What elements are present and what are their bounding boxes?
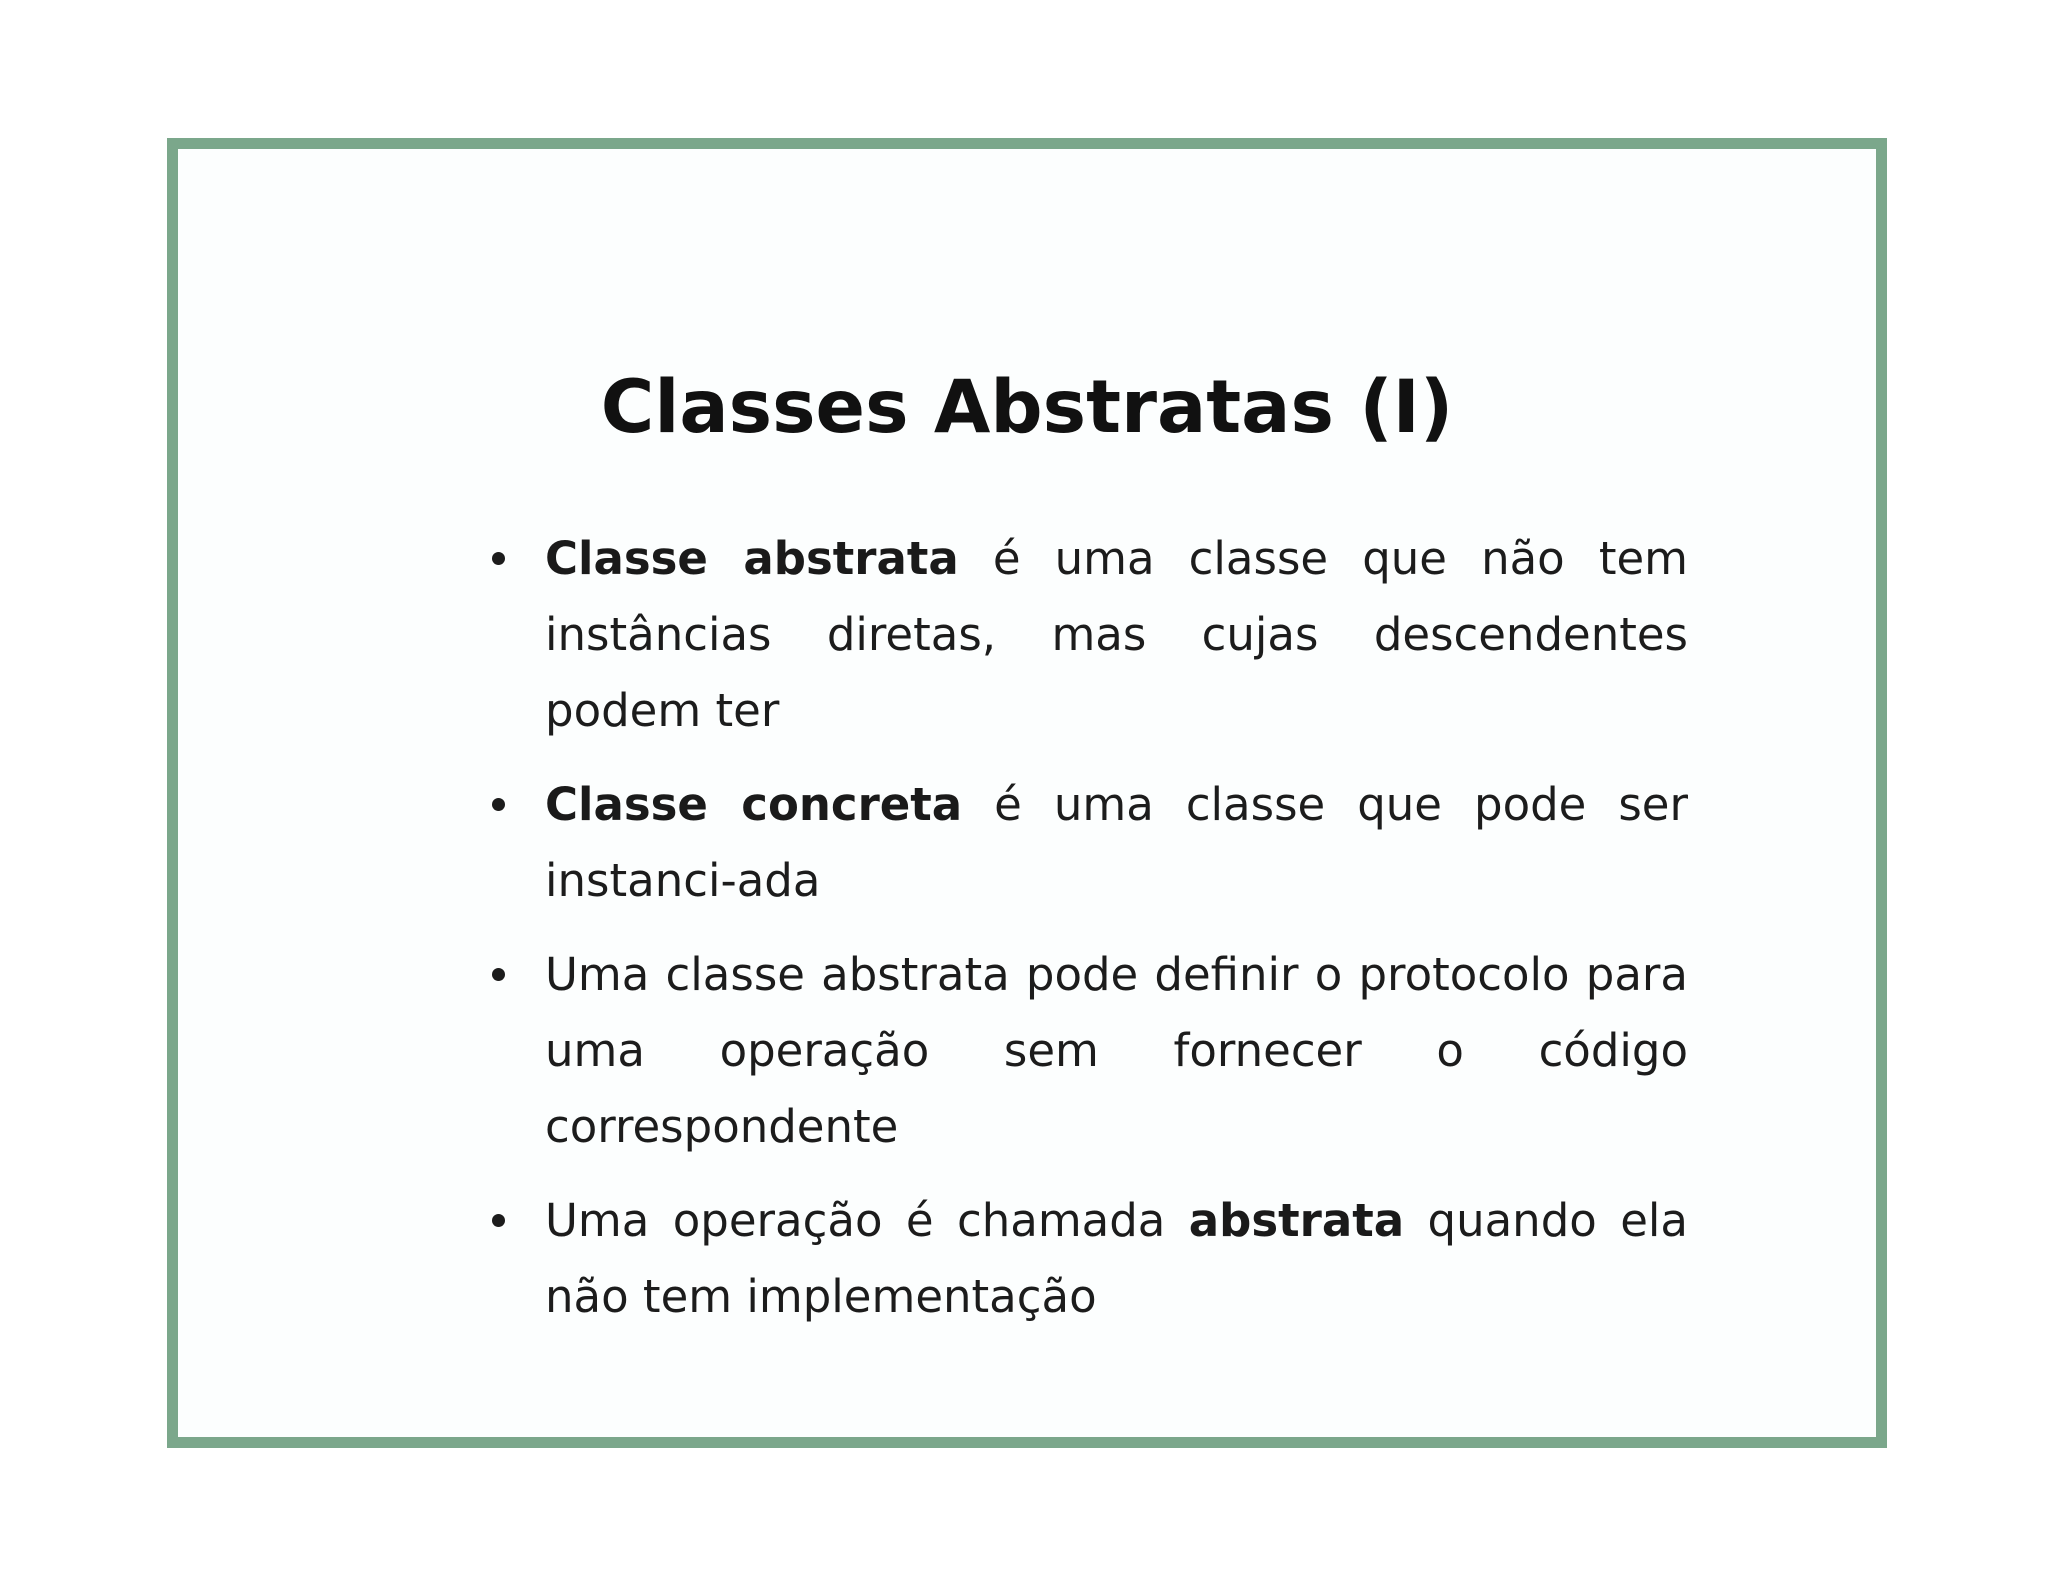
slide-title: Classes Abstratas (I) — [600, 365, 1454, 450]
bullet-dot-icon — [492, 798, 505, 811]
slide-frame — [167, 138, 1887, 1448]
bullet-1-text: é uma classe que não tem instâncias diretas, mas cujas descendentes podem ter — [545, 532, 1688, 737]
bullet-dot-icon — [492, 1214, 505, 1227]
bullet-text-2 — [545, 778, 1688, 907]
bullet-text-3 — [545, 948, 1688, 1153]
bullet-text-1 — [545, 532, 1688, 737]
bullet-2-bold: Classe concreta — [545, 778, 963, 831]
bullet-2-text: é uma classe que pode ser instanci-ada — [545, 778, 1688, 907]
bullet-item-2 — [492, 767, 1688, 919]
bullet-1-bold: Classe abstrata — [545, 532, 959, 585]
bullet-dot-icon — [492, 552, 505, 565]
bullet-item-3 — [492, 937, 1688, 1165]
bullet-4-bold: abstrata — [1188, 1194, 1405, 1247]
bullet-item-4 — [492, 1183, 1688, 1335]
bullet-dot-icon — [492, 968, 505, 981]
bullet-item-1 — [492, 521, 1688, 749]
bullet-3-text: Uma classe abstrata pode definir o protocolo para uma operação sem fornecer o código correspondente — [545, 948, 1688, 1153]
bullet-text-4 — [545, 1194, 1688, 1323]
bullet-4-text-after: quando ela não tem implementação — [545, 1194, 1688, 1323]
bullet-4-text-before: Uma operação é chamada — [545, 1194, 1189, 1247]
bullet-list — [492, 521, 1688, 1353]
